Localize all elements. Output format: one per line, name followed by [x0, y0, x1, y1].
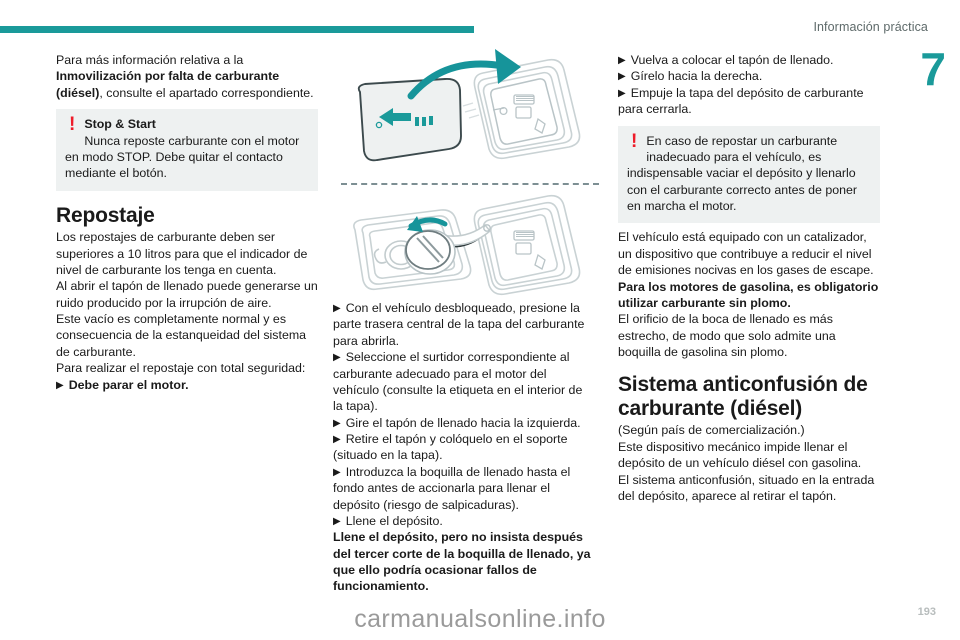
chapter-number: 7: [920, 43, 946, 95]
repostaje-paragraph-3: Este vacío es completamente normal y es consecuencia de la estanqueidad del sistema de carburante.: [56, 312, 307, 359]
anticonfusion-paragraph-1: Este dispositivo mecánico impide llenar el depósito de un vehículo diésel con gasolina.: [618, 439, 862, 471]
arrow-right-icon: ▶: [333, 417, 341, 429]
section-title-anticonfusion: Sistema anticonfusión de carburante (diésel): [618, 373, 868, 420]
warning-rest-text: indispensable vaciar el depósito y llenarlo con el carburante correcto antes de poner en marcha el motor.: [627, 166, 858, 213]
intro-line-2: , consulte el apartado correspondiente.: [99, 85, 314, 100]
list-item-label: Llene el depósito.: [345, 513, 443, 528]
list-item-label: Con el vehículo desbloqueado, presione la parte trasera central de la tapa del carburante para abrirla.: [333, 301, 585, 348]
warning-second-line: inadecuado para el vehículo, es: [646, 149, 822, 164]
catalyst-paragraph: El vehículo está equipado con un catalizador, un dispositivo que contribuye a reducir el nivel de emisiones nocivas en los gases de escape.: [618, 230, 874, 278]
catalyst-paragraph-2: El orificio de la boca de llenado es más estrecho, de modo que solo admite una boquilla de gasolina sin plomo.: [618, 312, 836, 359]
list-item: [333, 349, 595, 415]
anticonfusion-subtitle: (Según país de comercialización.): [618, 423, 805, 438]
arrow-right-icon: ▶: [333, 466, 341, 478]
arrow-right-icon: ▶: [333, 434, 341, 445]
repostaje-paragraph-2: Al abrir el tapón de llenado puede generarse un ruido producido por la irrupción de aire.: [56, 279, 318, 310]
fuel-flap-open-illustration: [333, 46, 603, 176]
repostaje-paragraph-1: Los repostajes de carburante deben ser superiores a 10 litros para que el indicador de nivel de carburante los tenga en cuenta.: [56, 230, 308, 277]
list-item: [333, 431, 595, 464]
arrow-right-icon: ▶: [618, 87, 626, 99]
section-title-repostaje: Repostaje: [56, 203, 155, 227]
arrow-right-icon: ▶: [333, 303, 341, 314]
warning-exclamation-icon: !: [69, 114, 76, 136]
dashed-divider: [341, 183, 599, 185]
page-header-title: Información práctica: [813, 20, 928, 34]
list-item: [618, 52, 880, 68]
catalyst-bold-note: [618, 279, 880, 312]
arrow-right-icon: ▶: [56, 379, 64, 391]
warning-exclamation-icon: !: [631, 130, 638, 152]
warning-first-line: En caso de repostar un carburante: [646, 133, 838, 148]
list-item: [333, 300, 595, 349]
warning-rest-text: en modo STOP. Debe quitar el contacto mediante el botón.: [65, 149, 283, 181]
content-column-left: [56, 52, 318, 393]
header-accent-rule: [0, 26, 474, 33]
page-number: 193: [917, 606, 936, 618]
anticonfusion-paragraph-2: El sistema anticonfusión, situado en la entrada del depósito, aparece al retirar el tapón.: [618, 472, 875, 503]
warning-body-start: [646, 133, 837, 166]
warning-first-row: [65, 116, 309, 149]
content-column-right: [618, 52, 880, 504]
list-item-label: Vuelva a colocar el tapón de llenado.: [630, 53, 834, 67]
list-item: [333, 513, 595, 529]
intro-bold-term: Inmovilización por falta de carburante (diésel): [56, 69, 280, 100]
warning-heading: Stop & Start: [84, 117, 156, 132]
warning-first-row: [627, 130, 871, 166]
list-item: [333, 464, 595, 513]
intro-paragraph: [56, 52, 318, 101]
list-item-label: Seleccione el surtidor correspondiente al carburante adecuado para el motor del vehículo (consulte la etiqueta en el interior de la tapa).: [333, 350, 583, 414]
arrow-right-icon: ▶: [333, 515, 341, 527]
arrow-right-icon: ▶: [618, 71, 626, 83]
catalyst-bold-text: Para los motores de gasolina, es obligatorio utilizar carburante sin plomo.: [618, 279, 879, 310]
content-column-middle: [333, 300, 595, 595]
intro-line-1: Para más información relativa a la: [56, 53, 244, 67]
repostaje-paragraph-4: Para realizar el repostaje con total seguridad:: [56, 361, 306, 376]
list-item-label: Introduzca la boquilla de llenado hasta el fondo antes de accionarla para llenar el depósito (riesgo de salpicaduras).: [333, 464, 571, 512]
fuel-cap-turn-illustration: [333, 192, 603, 297]
arrow-right-icon: ▶: [618, 55, 626, 66]
list-item: [56, 377, 318, 393]
bullet-bold-text: Debe parar el motor.: [68, 377, 189, 392]
list-item: [618, 85, 880, 118]
list-item: [333, 415, 595, 431]
warning-body-start: [84, 116, 299, 149]
list-item-label: Gírelo hacia la derecha.: [630, 69, 763, 84]
warning-first-line: Nunca reposte carburante con el motor: [84, 133, 300, 148]
fill-tank-bold-note: [333, 529, 595, 595]
fill-tank-bold-text: Llene el depósito, pero no insista después del tercer corte de la boquilla de llenado, ya que ello podría ocasionar fallos de funcionamiento.: [333, 530, 591, 594]
arrow-right-icon: ▶: [333, 352, 341, 364]
list-item-label: Retire el tapón y colóquelo en el soporte (situado en la tapa).: [333, 432, 568, 463]
warning-box-wrong-fuel: [618, 126, 880, 224]
warning-box-stop-start: [56, 109, 318, 191]
list-item: [618, 68, 880, 84]
list-item-label: Empuje la tapa del depósito de carburante para cerrarla.: [618, 85, 864, 117]
footer-watermark: carmanualsonline.info: [354, 605, 606, 633]
list-item-label: Gire el tapón de llenado hacia la izquierda.: [345, 415, 581, 430]
